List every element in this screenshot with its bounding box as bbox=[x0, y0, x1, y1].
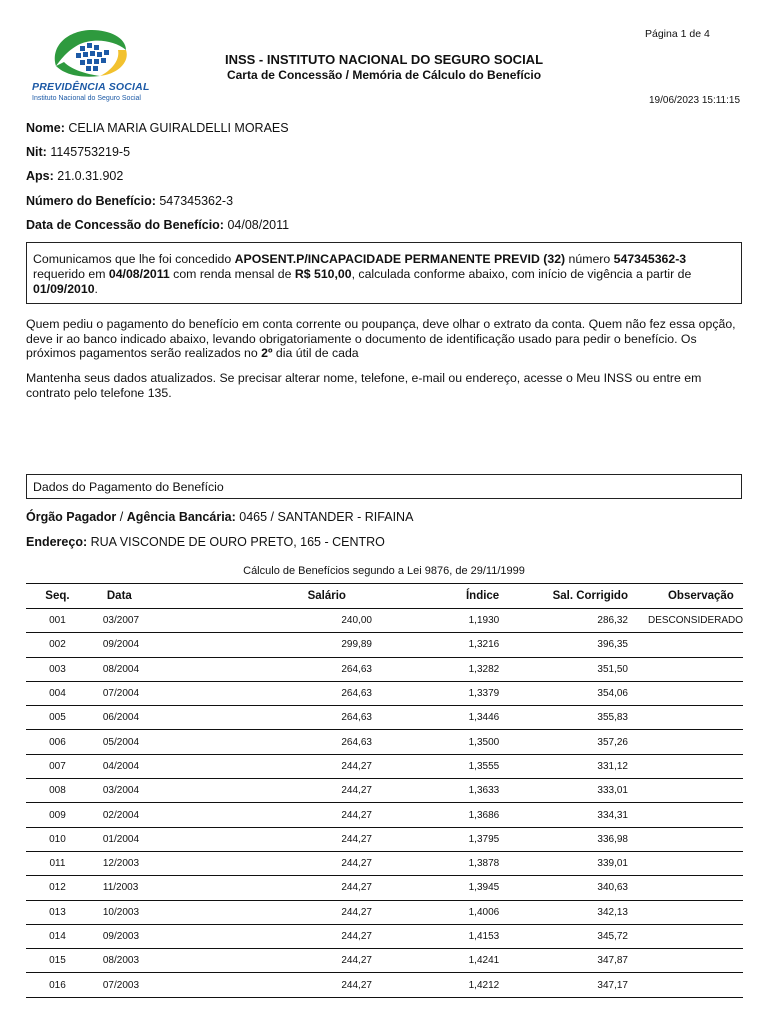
payment-section-box bbox=[26, 474, 742, 499]
cell-seq: 001 bbox=[26, 609, 89, 633]
cell-salario: 244,27 bbox=[166, 949, 372, 973]
notice-text-4: com renda mensal de bbox=[169, 267, 295, 281]
cell-data: 03/2007 bbox=[89, 609, 166, 633]
cell-observacao bbox=[628, 900, 743, 924]
cell-seq: 009 bbox=[26, 803, 89, 827]
data-concessao-value: 04/08/2011 bbox=[227, 218, 290, 232]
header-observacao: Observação bbox=[628, 584, 743, 609]
cell-indice: 1,4241 bbox=[372, 949, 499, 973]
cell-data: 08/2003 bbox=[89, 949, 166, 973]
para1-business-day: 2º bbox=[261, 346, 273, 360]
cell-data: 09/2004 bbox=[89, 633, 166, 657]
cell-observacao bbox=[628, 730, 743, 754]
table-row bbox=[26, 900, 743, 924]
field-orgao-pagador bbox=[26, 510, 413, 524]
table-row bbox=[26, 851, 743, 875]
para1-text-2: dia útil de cada bbox=[272, 346, 359, 360]
cell-seq: 002 bbox=[26, 633, 89, 657]
cell-indice: 1,3500 bbox=[372, 730, 499, 754]
nome-value: CELIA MARIA GUIRALDELLI MORAES bbox=[68, 121, 289, 135]
table-row bbox=[26, 827, 743, 851]
cell-salario: 244,27 bbox=[166, 876, 372, 900]
cell-indice: 1,4212 bbox=[372, 973, 499, 997]
cell-data: 07/2003 bbox=[89, 973, 166, 997]
cell-observacao bbox=[628, 754, 743, 778]
cell-data: 01/2004 bbox=[89, 827, 166, 851]
salary-table bbox=[26, 583, 743, 998]
cell-indice: 1,3379 bbox=[372, 681, 499, 705]
data-concessao-label: Data de Concessão do Benefício: bbox=[26, 218, 224, 232]
header-seq: Seq. bbox=[26, 584, 89, 609]
notice-text-3: requerido em bbox=[33, 267, 109, 281]
cell-sal-corrigido: 342,13 bbox=[499, 900, 628, 924]
cell-salario: 244,27 bbox=[166, 973, 372, 997]
field-aps bbox=[26, 169, 123, 183]
table-row bbox=[26, 681, 743, 705]
cell-data: 02/2004 bbox=[89, 803, 166, 827]
nome-label: Nome: bbox=[26, 121, 65, 135]
orgao-pagador-label: Órgão Pagador bbox=[26, 510, 117, 524]
notice-text-6: . bbox=[94, 282, 98, 296]
cell-seq: 015 bbox=[26, 949, 89, 973]
document-subtitle: Carta de Concessão / Memória de Cálculo do Benefício bbox=[226, 68, 542, 82]
document-title: INSS - INSTITUTO NACIONAL DO SEGURO SOCIAL bbox=[224, 52, 544, 67]
notice-monthly-income: R$ 510,00 bbox=[294, 267, 352, 281]
notice-request-date: 04/08/2011 bbox=[108, 267, 170, 281]
table-row bbox=[26, 924, 743, 948]
cell-sal-corrigido: 286,32 bbox=[499, 609, 628, 633]
logo-subtitle-text: Instituto Nacional do Seguro Social bbox=[32, 95, 141, 102]
cell-salario: 244,27 bbox=[166, 803, 372, 827]
notice-benefit-type: APOSENT.P/INCAPACIDADE PERMANENTE PREVID (32) bbox=[234, 252, 566, 266]
cell-data: 07/2004 bbox=[89, 681, 166, 705]
cell-sal-corrigido: 396,35 bbox=[499, 633, 628, 657]
cell-data: 11/2003 bbox=[89, 876, 166, 900]
cell-sal-corrigido: 334,31 bbox=[499, 803, 628, 827]
table-row bbox=[26, 779, 743, 803]
cell-seq: 011 bbox=[26, 851, 89, 875]
cell-data: 05/2004 bbox=[89, 730, 166, 754]
cell-sal-corrigido: 357,26 bbox=[499, 730, 628, 754]
cell-sal-corrigido: 347,17 bbox=[499, 973, 628, 997]
table-row bbox=[26, 973, 743, 997]
table-header-row bbox=[26, 584, 743, 609]
cell-salario: 244,27 bbox=[166, 827, 372, 851]
cell-data: 06/2004 bbox=[89, 706, 166, 730]
table-row bbox=[26, 803, 743, 827]
cell-salario: 264,63 bbox=[166, 730, 372, 754]
field-data-concessao bbox=[26, 218, 289, 232]
notice-text-2: número bbox=[565, 252, 614, 266]
header-sal-corrigido: Sal. Corrigido bbox=[499, 584, 628, 609]
cell-data: 03/2004 bbox=[89, 779, 166, 803]
numero-beneficio-label: Número do Benefício: bbox=[26, 194, 156, 208]
cell-observacao bbox=[628, 949, 743, 973]
table-row bbox=[26, 706, 743, 730]
cell-sal-corrigido: 355,83 bbox=[499, 706, 628, 730]
para1-text-1: Quem pediu o pagamento do benefício em conta corrente ou poupança, deve olhar o extrato da conta. Quem não fez essa opção, deve ir ao banco indicado abaixo, levando obrigatoriamente o documento de identificação usado para pedir o benefício. Os próximos pagamentos serão realizados no bbox=[26, 317, 736, 360]
cell-indice: 1,3945 bbox=[372, 876, 499, 900]
cell-observacao bbox=[628, 973, 743, 997]
page-number: Página 1 de 4 bbox=[645, 28, 710, 40]
field-nome bbox=[26, 121, 289, 135]
agencia-bancaria-label: Agência Bancária: bbox=[126, 510, 236, 524]
payment-instructions-paragraph bbox=[26, 317, 742, 361]
cell-seq: 005 bbox=[26, 706, 89, 730]
print-datetime: 19/06/2023 15:11:15 bbox=[649, 95, 741, 106]
aps-label: Aps: bbox=[26, 169, 54, 183]
cell-observacao bbox=[628, 681, 743, 705]
cell-data: 10/2003 bbox=[89, 900, 166, 924]
table-row bbox=[26, 949, 743, 973]
cell-salario: 244,27 bbox=[166, 779, 372, 803]
table-row bbox=[26, 876, 743, 900]
cell-observacao bbox=[628, 633, 743, 657]
table-row bbox=[26, 657, 743, 681]
header-salario: Salário bbox=[166, 584, 372, 609]
cell-sal-corrigido: 354,06 bbox=[499, 681, 628, 705]
field-nit bbox=[26, 145, 130, 159]
cell-indice: 1,1930 bbox=[372, 609, 499, 633]
cell-sal-corrigido: 345,72 bbox=[499, 924, 628, 948]
cell-salario: 264,63 bbox=[166, 706, 372, 730]
cell-observacao bbox=[628, 851, 743, 875]
numero-beneficio-value: 547345362-3 bbox=[159, 194, 234, 208]
cell-indice: 1,3216 bbox=[372, 633, 499, 657]
cell-indice: 1,4153 bbox=[372, 924, 499, 948]
cell-observacao bbox=[628, 827, 743, 851]
table-row bbox=[26, 633, 743, 657]
cell-seq: 004 bbox=[26, 681, 89, 705]
field-endereco bbox=[26, 535, 385, 549]
orgao-separator: / bbox=[116, 510, 127, 524]
cell-data: 12/2003 bbox=[89, 851, 166, 875]
cell-salario: 244,27 bbox=[166, 900, 372, 924]
cell-indice: 1,3686 bbox=[372, 803, 499, 827]
cell-observacao bbox=[628, 779, 743, 803]
header-indice: Índice bbox=[372, 584, 499, 609]
cell-data: 08/2004 bbox=[89, 657, 166, 681]
table-row bbox=[26, 754, 743, 778]
logo-brand-text: PREVIDÊNCIA SOCIAL bbox=[32, 81, 150, 93]
cell-seq: 012 bbox=[26, 876, 89, 900]
cell-seq: 007 bbox=[26, 754, 89, 778]
nit-label: Nit: bbox=[26, 145, 47, 159]
nit-value: 1145753219-5 bbox=[50, 145, 131, 159]
cell-sal-corrigido: 351,50 bbox=[499, 657, 628, 681]
cell-indice: 1,3795 bbox=[372, 827, 499, 851]
cell-salario: 244,27 bbox=[166, 851, 372, 875]
cell-indice: 1,4006 bbox=[372, 900, 499, 924]
cell-seq: 013 bbox=[26, 900, 89, 924]
cell-observacao bbox=[628, 803, 743, 827]
cell-indice: 1,3446 bbox=[372, 706, 499, 730]
cell-seq: 010 bbox=[26, 827, 89, 851]
field-numero-beneficio bbox=[26, 194, 233, 208]
calculation-title: Cálculo de Benefícios segundo a Lei 9876, de 29/11/1999 bbox=[243, 565, 525, 577]
cell-salario: 264,63 bbox=[166, 681, 372, 705]
cell-seq: 006 bbox=[26, 730, 89, 754]
payment-section-title: Dados do Pagamento do Benefício bbox=[33, 480, 224, 494]
cell-salario: 244,27 bbox=[166, 754, 372, 778]
cell-data: 04/2004 bbox=[89, 754, 166, 778]
cell-indice: 1,3633 bbox=[372, 779, 499, 803]
endereco-value: RUA VISCONDE DE OURO PRETO, 165 - CENTRO bbox=[90, 535, 385, 549]
cell-salario: 240,00 bbox=[166, 609, 372, 633]
cell-observacao bbox=[628, 876, 743, 900]
orgao-pagador-value: 0465 / SANTANDER - RIFAINA bbox=[239, 510, 414, 524]
notice-start-date: 01/09/2010 bbox=[33, 282, 95, 296]
cell-salario: 264,63 bbox=[166, 657, 372, 681]
cell-data: 09/2003 bbox=[89, 924, 166, 948]
cell-observacao bbox=[628, 657, 743, 681]
cell-seq: 008 bbox=[26, 779, 89, 803]
cell-sal-corrigido: 331,12 bbox=[499, 754, 628, 778]
concession-notice-box bbox=[26, 242, 742, 304]
table-row bbox=[26, 609, 743, 633]
cell-salario: 244,27 bbox=[166, 924, 372, 948]
cell-observacao bbox=[628, 924, 743, 948]
cell-sal-corrigido: 340,63 bbox=[499, 876, 628, 900]
cell-indice: 1,3878 bbox=[372, 851, 499, 875]
notice-text-5: , calculada conforme abaixo, com início de vigência a partir de bbox=[351, 267, 692, 281]
aps-value: 21.0.31.902 bbox=[57, 169, 124, 183]
notice-benefit-number: 547345362-3 bbox=[613, 252, 687, 266]
cell-sal-corrigido: 333,01 bbox=[499, 779, 628, 803]
cell-sal-corrigido: 347,87 bbox=[499, 949, 628, 973]
endereco-label: Endereço: bbox=[26, 535, 88, 549]
cell-salario: 299,89 bbox=[166, 633, 372, 657]
update-data-paragraph: Mantenha seus dados atualizados. Se precisar alterar nome, telefone, e-mail ou endereço, acesse o Meu INSS ou entre em contrato pelo telefone 135. bbox=[26, 371, 702, 400]
table-row bbox=[26, 730, 743, 754]
cell-indice: 1,3282 bbox=[372, 657, 499, 681]
cell-indice: 1,3555 bbox=[372, 754, 499, 778]
cell-seq: 014 bbox=[26, 924, 89, 948]
cell-seq: 003 bbox=[26, 657, 89, 681]
cell-observacao: DESCONSIDERADO bbox=[628, 609, 743, 633]
cell-seq: 016 bbox=[26, 973, 89, 997]
header-data: Data bbox=[89, 584, 166, 609]
cell-observacao bbox=[628, 706, 743, 730]
cell-sal-corrigido: 339,01 bbox=[499, 851, 628, 875]
cell-sal-corrigido: 336,98 bbox=[499, 827, 628, 851]
notice-text-1: Comunicamos que lhe foi concedido bbox=[33, 252, 235, 266]
